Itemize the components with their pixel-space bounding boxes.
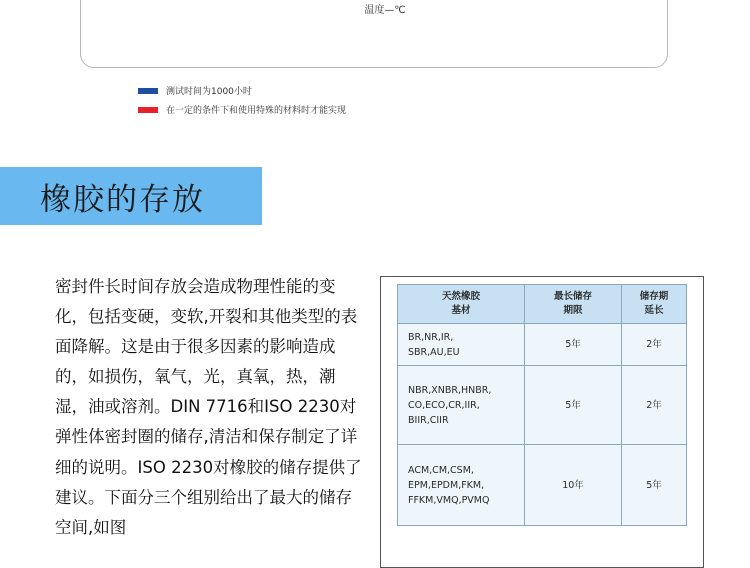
extension-cell: 2年 [622,324,687,366]
section-title: 橡胶的存放 [40,182,205,218]
header-extension: 储存期 延长 [622,285,687,324]
extension-cell: 5年 [622,445,687,526]
max-storage-cell: 10年 [525,445,622,526]
table-row [398,366,687,445]
legend-swatch-red [138,107,158,113]
temperature-chart-panel [80,0,668,68]
storage-description-paragraph: 密封件长时间存放会造成物理性能的变化，包括变硬，变软,开裂和其他类型的表面降解。这是由于很多因素的影响造成的，如损伤，氧气，光，真氧，热，潮湿，油或溶剂。DIN 7716和ISO 2230对弹性体密封圈的储存,清洁和保存制定了详细的说明。ISO 2230对橡胶的储存提供了建议。下面分三个组别给出了最大的储存空间,如图 [55,277,362,537]
max-storage-cell: 5年 [525,366,622,445]
material-cell: NBR,XNBR,HNBR, CO,ECO,CR,IIR, BIIR,CIIR [398,366,525,445]
extension-cell: 2年 [622,366,687,445]
table-header-row [398,285,687,324]
table-row [398,324,687,366]
legend-label: 在一定的条件下和使用特殊的材料时才能实现 [166,106,347,116]
x-axis-label: 温度—℃ [364,5,406,16]
storage-table [397,284,687,526]
material-cell: ACM,CM,CSM, EPM,EPDM,FKM, FFKM,VMQ,PVMQ [398,445,525,526]
legend-swatch-blue [138,88,158,94]
legend-label: 测试时间为1000小时 [166,87,252,97]
material-cell: BR,NR,IR, SBR,AU,EU [398,324,525,366]
table-row [398,445,687,526]
legend-item-special-material [138,103,346,116]
legend-item-test-time [138,84,252,97]
max-storage-cell: 5年 [525,324,622,366]
header-material: 天然橡胶 基材 [398,285,525,324]
header-max-storage: 最长储存 期限 [525,285,622,324]
